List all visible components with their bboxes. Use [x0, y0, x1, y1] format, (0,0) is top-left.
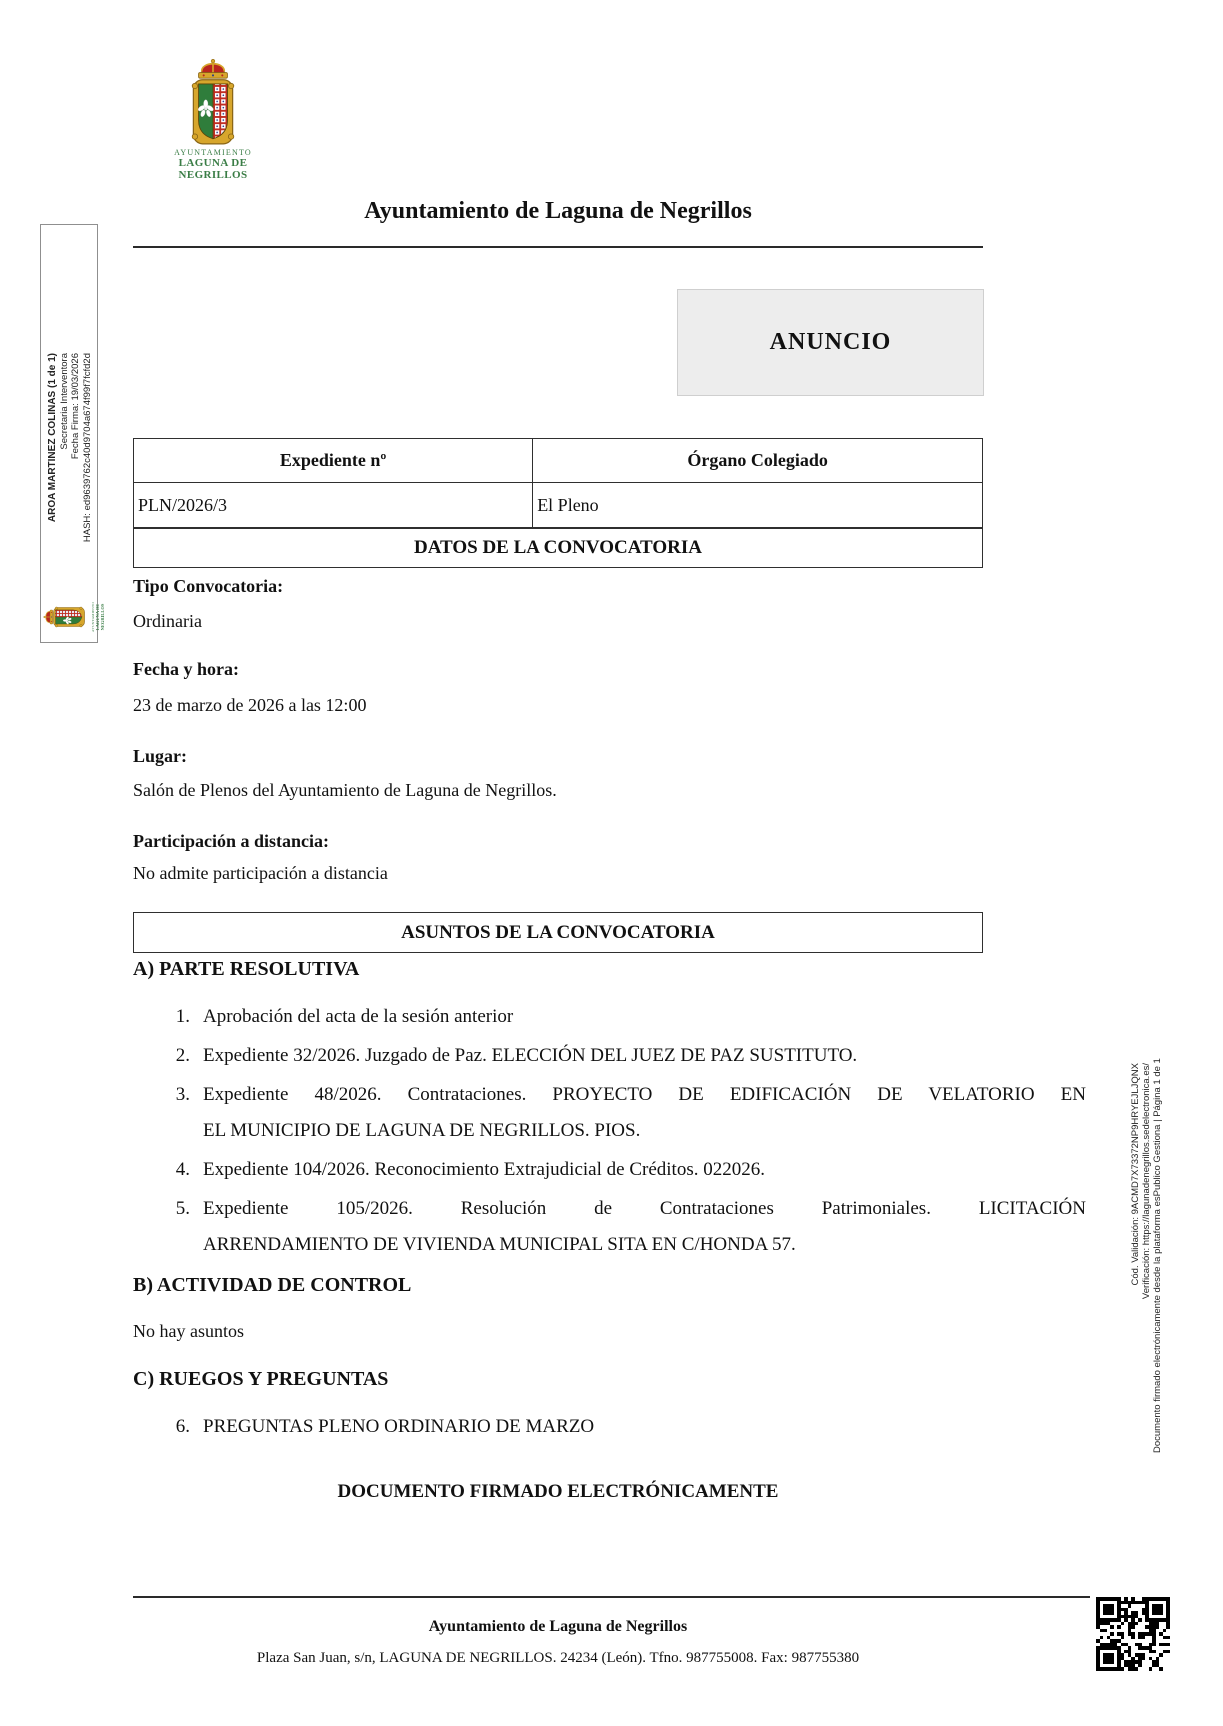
signer-name: AROA MARTINEZ COLINAS (1 de 1) [47, 353, 58, 523]
field-label-fecha: Fecha y hora: [133, 659, 239, 679]
signer-role: Secretaria Interventora [58, 353, 70, 450]
platform-note: Documento firmado electrónicamente desde la plataforma esPublico Gestiona | Página 1 de 1 [1152, 1058, 1163, 1453]
validation-code: Cód. Validación: 9ACMD7X73372NP9HRYEJLJQNX [1130, 1063, 1141, 1286]
signature-stamp-text [47, 353, 93, 553]
announcement-box [677, 289, 984, 396]
coat-of-arms-icon [182, 58, 244, 147]
agenda-item-number: 3. [175, 1084, 190, 1105]
validation-stamp-text [1130, 1058, 1164, 1453]
field-label-tipo: Tipo Convocatoria: [133, 576, 284, 596]
coat-of-arms-mini-icon [43, 602, 86, 632]
footer-org-name: Ayuntamiento de Laguna de Negrillos [428, 1618, 688, 1635]
logo-text-municipality: LAGUNA DE NEGRILLOS [178, 157, 248, 181]
heading-actividad-control: B) ACTIVIDAD DE CONTROL [133, 1274, 412, 1296]
verification-url: Verificación: https://lagunadenegrillos.sedelectronica.es/ [1141, 1063, 1152, 1300]
announcement-label: ANUNCIO [769, 329, 892, 355]
agenda-item [133, 1152, 1086, 1188]
agenda-item-number: 2. [175, 1045, 190, 1066]
agenda-item-text: Expediente 48/2026. Contrataciones. PROYECTO DE EDIFICACIÓN DE VELATORIO EN EL MUNICIPIO DE LAGUNA DE NEGRILLOS. PIOS. [203, 1084, 1086, 1141]
agenda-item [133, 1077, 1086, 1149]
signature-stamp-logo [43, 597, 105, 637]
parte-resolutiva-list [133, 999, 1086, 1266]
agenda-item-text: PREGUNTAS PLENO ORDINARIO DE MARZO [203, 1416, 595, 1437]
municipal-logo [148, 58, 278, 181]
mini-logo-text-municipality: LAGUNA DE NEGRILLOS [95, 603, 105, 631]
table-value-row [134, 483, 983, 529]
datos-convocatoria-title: DATOS DE LA CONVOCATORIA [413, 536, 702, 558]
field-label-lugar: Lugar: [133, 746, 187, 766]
agenda-item [133, 1409, 1086, 1445]
field-value-participacion: No admite participación a distancia [133, 863, 388, 883]
signature-date: Fecha Firma: 19/03/2026 [70, 353, 81, 460]
asuntos-convocatoria-title: ASUNTOS DE LA CONVOCATORIA [401, 921, 715, 943]
field-value-fecha: 23 de marzo de 2026 a las 12:00 [133, 695, 367, 715]
heading-ruegos-preguntas: C) RUEGOS Y PREGUNTAS [133, 1368, 389, 1390]
agenda-item [133, 1191, 1086, 1263]
agenda-item-number: 6. [175, 1416, 190, 1437]
footer-rule [133, 1596, 1090, 1598]
expediente-table [133, 438, 983, 529]
signed-electronically-note: DOCUMENTO FIRMADO ELECTRÓNICAMENTE [337, 1481, 779, 1502]
heading-parte-resolutiva: A) PARTE RESOLUTIVA [133, 958, 360, 980]
organo-value-cell: El Pleno [533, 483, 983, 529]
agenda-item-text: Expediente 105/2026. Resolución de Contrataciones Patrimoniales. LICITACIÓN ARRENDAMIENTO DE VIVIENDA MUNICIPAL SITA EN C/HONDA 57. [203, 1198, 1086, 1255]
mini-logo-text-ayuntamiento: AYUNTAMIENTO [91, 601, 95, 633]
qr-code [1096, 1597, 1170, 1671]
page-title: Ayuntamiento de Laguna de Negrillos [364, 198, 752, 224]
datos-convocatoria-header [133, 527, 983, 568]
signature-hash: HASH: ed9639762c40d9704a674f99f7fcfd2d [81, 353, 93, 543]
field-label-participacion: Participación a distancia: [133, 831, 329, 851]
expediente-value-cell: PLN/2026/3 [134, 483, 533, 529]
asuntos-convocatoria-header [133, 912, 983, 953]
agenda-item [133, 1038, 1086, 1074]
agenda-item [133, 999, 1086, 1035]
agenda-item-number: 4. [175, 1159, 190, 1180]
agenda-item-number: 5. [175, 1198, 190, 1219]
agenda-item-number: 1. [175, 1006, 190, 1027]
footer-address: Plaza San Juan, s/n, LAGUNA DE NEGRILLOS. 24234 (León). Tfno. 987755008. Fax: 987755380 [256, 1650, 860, 1666]
agenda-item-text: Aprobación del acta de la sesión anterior [203, 1006, 514, 1027]
expediente-header-cell: Expediente nº [134, 439, 533, 483]
field-value-lugar: Salón de Plenos del Ayuntamiento de Laguna de Negrillos. [133, 780, 557, 800]
organo-header-cell: Órgano Colegiado [533, 439, 983, 483]
agenda-item-text: Expediente 32/2026. Juzgado de Paz. ELECCIÓN DEL JUEZ DE PAZ SUSTITUTO. [203, 1045, 858, 1066]
field-value-tipo: Ordinaria [133, 611, 202, 631]
ruegos-preguntas-list [133, 1409, 1086, 1448]
table-header-row [134, 439, 983, 483]
title-rule [133, 246, 983, 248]
actividad-control-value: No hay asuntos [133, 1321, 244, 1341]
logo-text-ayuntamiento: AYUNTAMIENTO [174, 148, 252, 157]
agenda-item-text: Expediente 104/2026. Reconocimiento Extrajudicial de Créditos. 022026. [203, 1159, 765, 1180]
